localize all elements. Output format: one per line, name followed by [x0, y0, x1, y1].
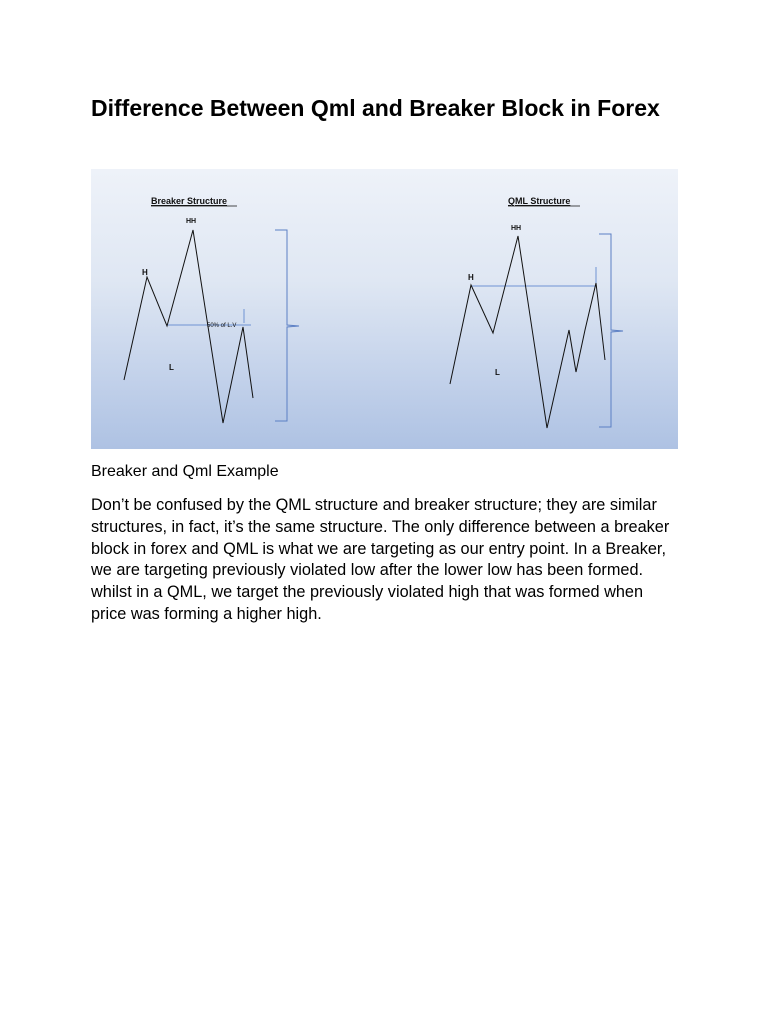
figure-caption: Breaker and Qml Example	[91, 463, 279, 480]
breaker-label-hh: HH	[186, 218, 197, 225]
qml-label-h: H	[468, 273, 474, 282]
breaker-label-level: 50% of L.V	[207, 323, 237, 329]
breaker-bracket	[275, 230, 299, 421]
breaker-label-l: L	[169, 363, 174, 372]
qml-label-l: L	[495, 368, 500, 377]
page-title: Difference Between Qml and Breaker Block in Forex	[91, 95, 660, 121]
qml-structure-panel	[450, 196, 623, 428]
breaker-heading: Breaker Structure	[151, 196, 228, 206]
structure-diagram-figure	[91, 169, 678, 449]
breaker-label-h: H	[142, 268, 148, 277]
qml-price-line	[450, 236, 605, 428]
structure-diagram	[91, 169, 678, 449]
body-paragraph: Don’t be confused by the QML structure and breaker structure; they are similar structures, in fact, it’s the same structure. The only difference between a breaker block in forex and QML is what we are targeting as our entry point. In a Breaker, we are targeting previously violated low after the lower low has been formed. whilst in a QML, we target the previously violated high that was formed when price was forming a higher high.	[91, 496, 670, 623]
breaker-structure-panel	[124, 196, 299, 423]
qml-bracket	[599, 234, 623, 427]
qml-heading: QML Structure	[508, 196, 571, 206]
qml-label-hh: HH	[511, 225, 522, 232]
